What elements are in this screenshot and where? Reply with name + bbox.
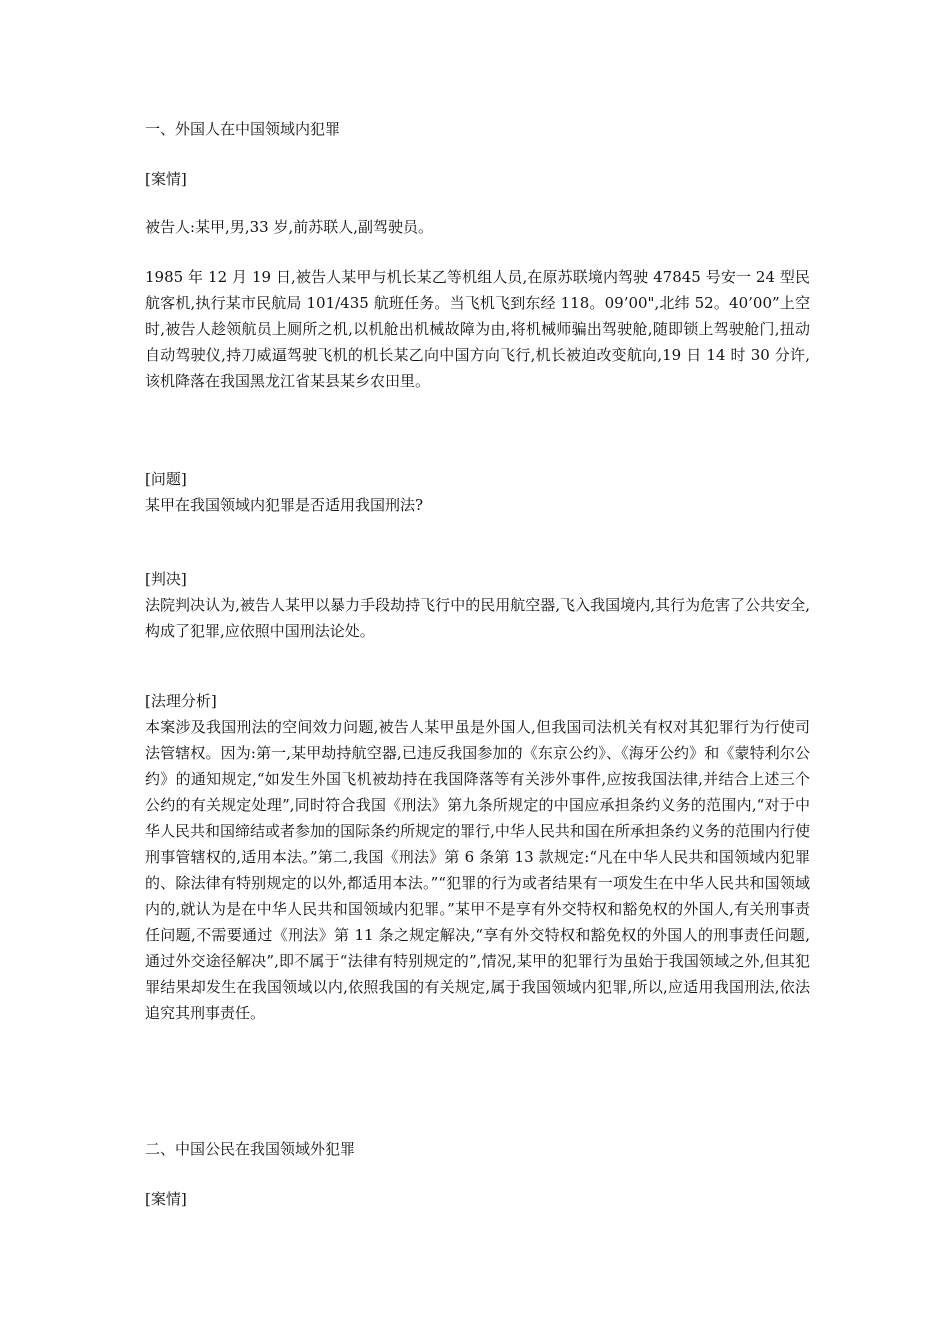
section2-title: 二、中国公民在我国领域外犯罪 <box>145 1140 356 1158</box>
section1-defendant: 被告人:某甲,男,33 岁,前苏联人,副驾驶员。 <box>145 218 433 236</box>
section1-case-label: [案情] <box>145 170 187 188</box>
section1-question: 某甲在我国领域内犯罪是否适用我国刑法? <box>145 496 424 514</box>
section1-analysis-label: [法理分析] <box>145 692 217 710</box>
section1-facts: 1985 年 12 月 19 日,被告人某甲与机长某乙等机组人员,在原苏联境内驾驶 47845 号安一 24 型民航客机,执行某市民航局 101/435 航班任务。当飞机飞到东经 118。09’00",北纬 52。40’00”上空时,被告人趁领航员上厕所之机,以机舱出机械故障为由,将机械师骗出驾驶舱,随即锁上驾驶舱门,扭动自动驾驶仪,持刀威逼驾驶飞机的机长某乙向中国方向飞行,机长被迫改变航向,19 日 14 时 30 分许,该机降落在我国黑龙江省某县某乡农田里。 <box>145 268 810 390</box>
section1-title: 一、外国人在中国领域内犯罪 <box>145 120 341 138</box>
section2-case-label: [案情] <box>145 1190 187 1208</box>
section1-question-label: [问题] <box>145 470 187 488</box>
section1-judgment-label: [判决] <box>145 570 187 588</box>
section1-judgment: 法院判决认为,被告人某甲以暴力手段劫持飞行中的民用航空器,飞入我国境内,其行为危害了公共安全,构成了犯罪,应依照中国刑法论处。 <box>145 596 810 640</box>
section1-analysis: 本案涉及我国刑法的空间效力问题,被告人某甲虽是外国人,但我国司法机关有权对其犯罪行为行使司法管辖权。因为:第一,某甲劫持航空器,已违反我国参加的《东京公约》、《海牙公约》和《蒙特利尔公约》的通知规定,“如发生外国飞机被劫持在我国降落等有关涉外事件,应按我国法律,并结合上述三个公约的有关规定处理”,同时符合我国《刑法》第九条所规定的中国应承担条约义务的范围内,“对于中华人民共和国缔结或者参加的国际条约所规定的罪行,中华人民共和国在所承担条约义务的范围内行使刑事管辖权的,适用本法。”第二,我国《刑法》第 6 条第 13 款规定:“凡在中华人民共和国领域内犯罪的、除法律有特别规定的以外,都适用本法。”“犯罪的行为或者结果有一项发生在中华人民共和国领域内的,就认为是在中华人民共和国领域内犯罪。”某甲不是享有外交特权和豁免权的外国人,有关刑事责任问题,不需要通过《刑法》第 11 条之规定解决,“享有外交特权和豁免权的外国人的刑事责任问题,通过外交途径解决”,即不属于“法律有特别规定的”,情况,某甲的犯罪行为虽始于我国领域之外,但其犯罪结果却发生在我国领域以内,依照我国的有关规定,属于我国领域内犯罪,所以,应适用我国刑法,依法追究其刑事责任。 <box>145 718 810 1022</box>
